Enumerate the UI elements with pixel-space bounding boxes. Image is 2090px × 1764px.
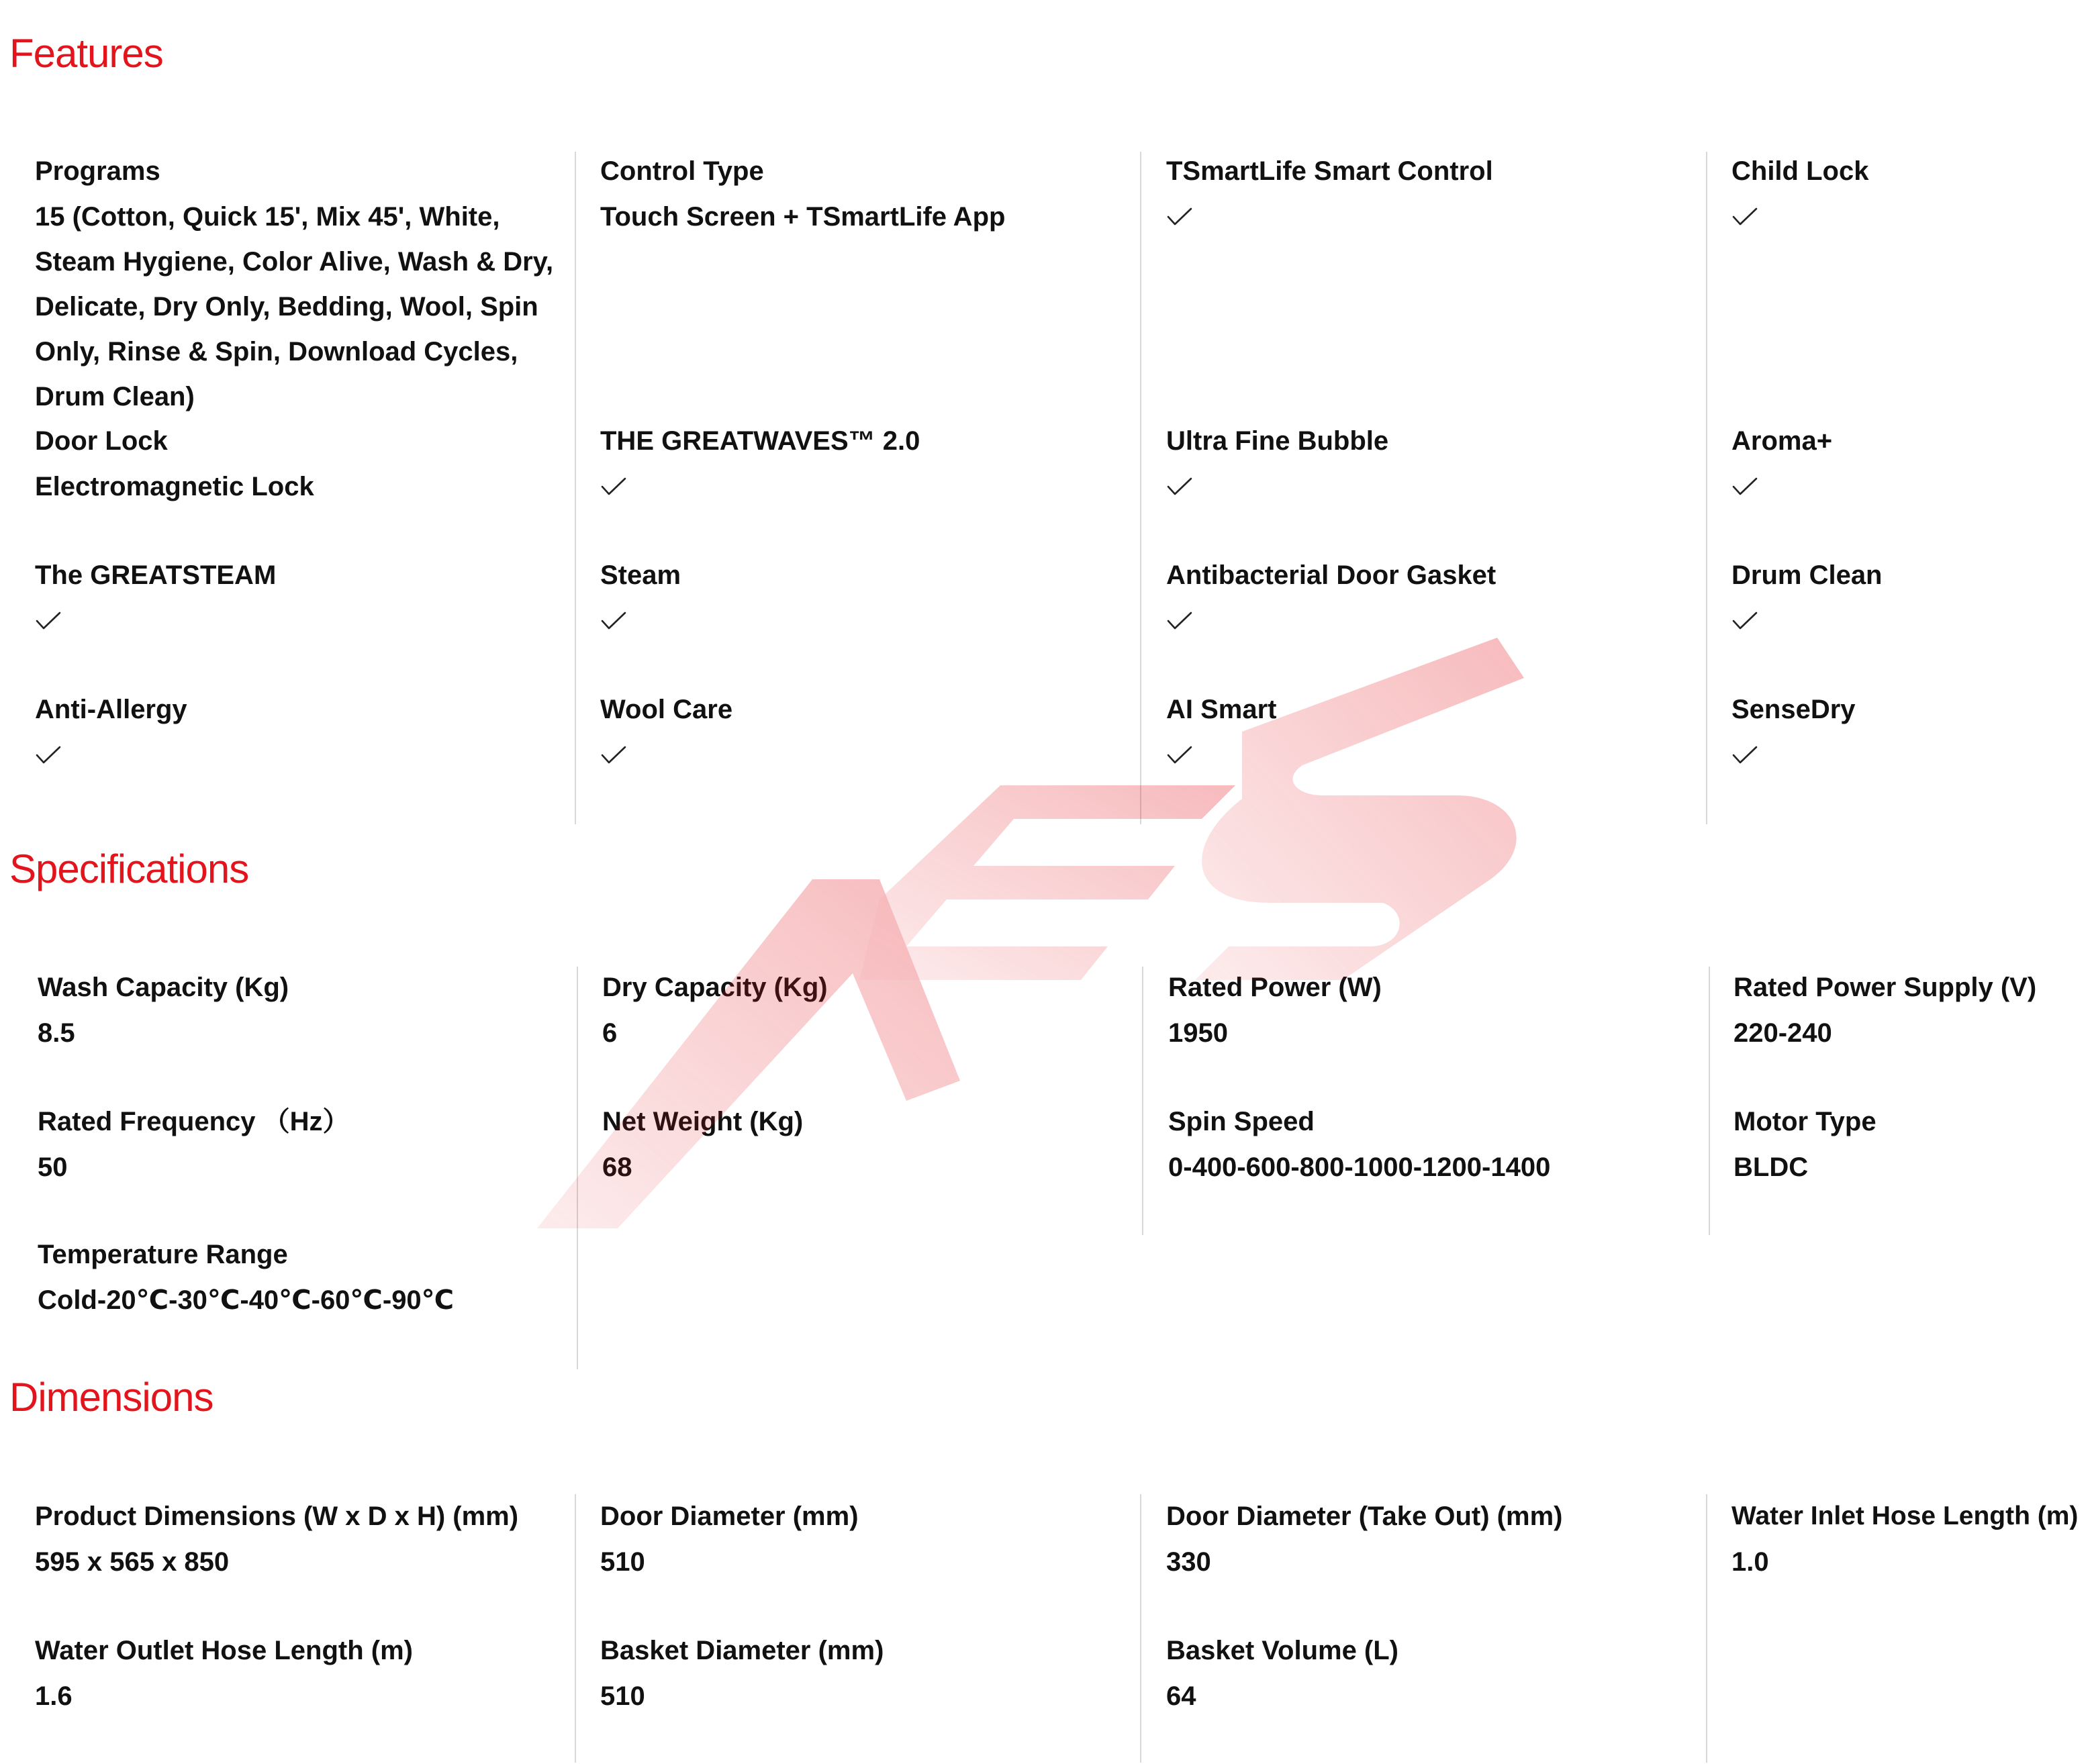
feature-label: Antibacterial Door Gasket bbox=[1166, 560, 1497, 590]
checkmark-icon bbox=[1166, 611, 1193, 631]
feature-value: Touch Screen + TSmartLife App bbox=[600, 202, 1006, 232]
dimension-item-water-inlet-hose bbox=[1731, 1500, 2087, 1585]
spec-value: 8.5 bbox=[38, 1018, 75, 1048]
feature-label: Anti-Allergy bbox=[35, 695, 187, 724]
feature-label: Steam bbox=[600, 560, 681, 590]
dimension-value: 595 x 565 x 850 bbox=[35, 1547, 230, 1577]
column-divider bbox=[575, 152, 576, 824]
feature-value: Electromagnetic Lock bbox=[35, 472, 314, 501]
feature-label: Ultra Fine Bubble bbox=[1166, 426, 1389, 456]
checkmark-icon bbox=[1731, 207, 1758, 227]
spec-item-wash-capacity bbox=[38, 971, 575, 1056]
spec-label: Motor Type bbox=[1733, 1107, 1877, 1136]
checkmark-icon bbox=[1731, 745, 1758, 765]
feature-item-sensedry bbox=[1731, 693, 2090, 765]
dimension-label: Water Outlet Hose Length (m) bbox=[35, 1636, 413, 1665]
spec-label: Spin Speed bbox=[1168, 1107, 1315, 1136]
checkmark-icon bbox=[600, 611, 627, 631]
feature-label: THE GREATWAVES™ 2.0 bbox=[600, 426, 920, 456]
dimension-item-water-outlet-hose bbox=[35, 1634, 572, 1719]
spec-value: 0-400-600-800-1000-1200-1400 bbox=[1168, 1153, 1551, 1182]
feature-label: The GREATSTEAM bbox=[35, 560, 277, 590]
dimension-item-basket-diameter bbox=[600, 1634, 1137, 1719]
spec-label: Rated Power Supply (V) bbox=[1733, 973, 2037, 1002]
dimensions-title: Dimensions bbox=[9, 1375, 213, 1420]
dimension-item-door-diameter-take-out bbox=[1166, 1500, 1703, 1585]
feature-label: Aroma+ bbox=[1731, 426, 1833, 456]
checkmark-icon bbox=[35, 611, 62, 631]
spec-item-net-weight bbox=[602, 1105, 1139, 1190]
spec-item-motor-type bbox=[1733, 1105, 2090, 1190]
checkmark-icon bbox=[600, 477, 627, 497]
feature-item-greatsteam bbox=[35, 558, 572, 631]
dimension-value: 1.0 bbox=[1731, 1547, 1769, 1577]
dimension-value: 64 bbox=[1166, 1681, 1196, 1711]
spec-item-dry-capacity bbox=[602, 971, 1139, 1056]
checkmark-icon bbox=[1166, 477, 1193, 497]
spec-item-rated-power bbox=[1168, 971, 1705, 1056]
feature-item-greatwaves bbox=[600, 424, 1137, 497]
checkmark-icon bbox=[1731, 477, 1758, 497]
feature-label: Drum Clean bbox=[1731, 560, 1883, 590]
spec-item-spin-speed bbox=[1168, 1105, 1705, 1190]
feature-item-aroma bbox=[1731, 424, 2090, 497]
spec-value: Cold-20℃-30℃-40℃-60℃-90℃ bbox=[38, 1285, 455, 1315]
feature-label: Child Lock bbox=[1731, 156, 1869, 186]
spec-item-temperature-range bbox=[38, 1238, 575, 1323]
checkmark-icon bbox=[35, 745, 62, 765]
spec-value: 68 bbox=[602, 1153, 632, 1182]
feature-item-wool-care bbox=[600, 693, 1137, 765]
feature-item-child-lock bbox=[1731, 154, 2090, 227]
dimension-label: Basket Diameter (mm) bbox=[600, 1636, 884, 1665]
dimension-value: 1.6 bbox=[35, 1681, 73, 1711]
feature-label: SenseDry bbox=[1731, 695, 1856, 724]
feature-item-steam bbox=[600, 558, 1137, 631]
column-divider bbox=[1706, 1494, 1707, 1763]
feature-item-drum-clean bbox=[1731, 558, 2090, 631]
feature-label: Wool Care bbox=[600, 695, 733, 724]
dimension-item-basket-volume bbox=[1166, 1634, 1703, 1719]
spec-value: BLDC bbox=[1733, 1153, 1809, 1182]
spec-value: 220-240 bbox=[1733, 1018, 1832, 1048]
dimension-value: 510 bbox=[600, 1547, 645, 1577]
column-divider bbox=[1709, 967, 1710, 1235]
checkmark-icon bbox=[600, 745, 627, 765]
feature-label: AI Smart bbox=[1166, 695, 1277, 724]
spec-label: Wash Capacity (Kg) bbox=[38, 973, 289, 1002]
feature-item-door-lock bbox=[35, 424, 572, 509]
feature-item-antibacterial-gasket bbox=[1166, 558, 1703, 631]
feature-item-programs bbox=[35, 154, 572, 420]
spec-item-rated-power-supply bbox=[1733, 971, 2090, 1056]
column-divider bbox=[1142, 967, 1143, 1235]
feature-item-ultra-fine-bubble bbox=[1166, 424, 1703, 497]
dimension-label: Product Dimensions (W x D x H) (mm) bbox=[35, 1502, 519, 1531]
dimension-label: Door Diameter (mm) bbox=[600, 1502, 859, 1531]
column-divider bbox=[575, 1494, 576, 1763]
features-title: Features bbox=[9, 31, 163, 76]
feature-item-anti-allergy bbox=[35, 693, 572, 765]
spec-item-rated-frequency bbox=[38, 1105, 575, 1190]
feature-value: 15 (Cotton, Quick 15', Mix 45', White, Steam Hygiene, Color Alive, Wash & Dry, Delicate, Dry Only, Bedding, Wool, Spin Only, Rinse & Spin, Download Cycles, Drum Clean) bbox=[35, 202, 554, 411]
checkmark-icon bbox=[1166, 207, 1193, 227]
spec-value: 1950 bbox=[1168, 1018, 1228, 1048]
dimension-label: Basket Volume (L) bbox=[1166, 1636, 1398, 1665]
dimension-value: 330 bbox=[1166, 1547, 1211, 1577]
checkmark-icon bbox=[1731, 611, 1758, 631]
column-divider bbox=[1706, 152, 1707, 824]
spec-label: Temperature Range bbox=[38, 1240, 288, 1269]
feature-item-control-type bbox=[600, 154, 1137, 240]
checkmark-icon bbox=[1166, 745, 1193, 765]
feature-label: Programs bbox=[35, 156, 160, 186]
specifications-title: Specifications bbox=[9, 846, 249, 891]
dimension-label: Door Diameter (Take Out) (mm) bbox=[1166, 1502, 1563, 1531]
dimension-label: Water Inlet Hose Length (m) bbox=[1731, 1502, 2079, 1530]
column-divider bbox=[577, 967, 578, 1369]
column-divider bbox=[1140, 152, 1141, 824]
dimension-item-product-dimensions bbox=[35, 1500, 572, 1585]
column-divider bbox=[1140, 1494, 1141, 1763]
spec-label: Rated Power (W) bbox=[1168, 973, 1382, 1002]
feature-item-ai-smart bbox=[1166, 693, 1703, 765]
feature-label: Control Type bbox=[600, 156, 764, 186]
spec-value: 50 bbox=[38, 1153, 68, 1182]
spec-value: 6 bbox=[602, 1018, 618, 1048]
dimension-value: 510 bbox=[600, 1681, 645, 1711]
spec-label: Net Weight (Kg) bbox=[602, 1107, 804, 1136]
spec-label: Rated Frequency （Hz） bbox=[38, 1107, 350, 1136]
feature-label: Door Lock bbox=[35, 426, 168, 456]
feature-item-tsmartlife bbox=[1166, 154, 1703, 227]
spec-label: Dry Capacity (Kg) bbox=[602, 973, 828, 1002]
dimension-item-door-diameter bbox=[600, 1500, 1137, 1585]
feature-label: TSmartLife Smart Control bbox=[1166, 156, 1493, 186]
